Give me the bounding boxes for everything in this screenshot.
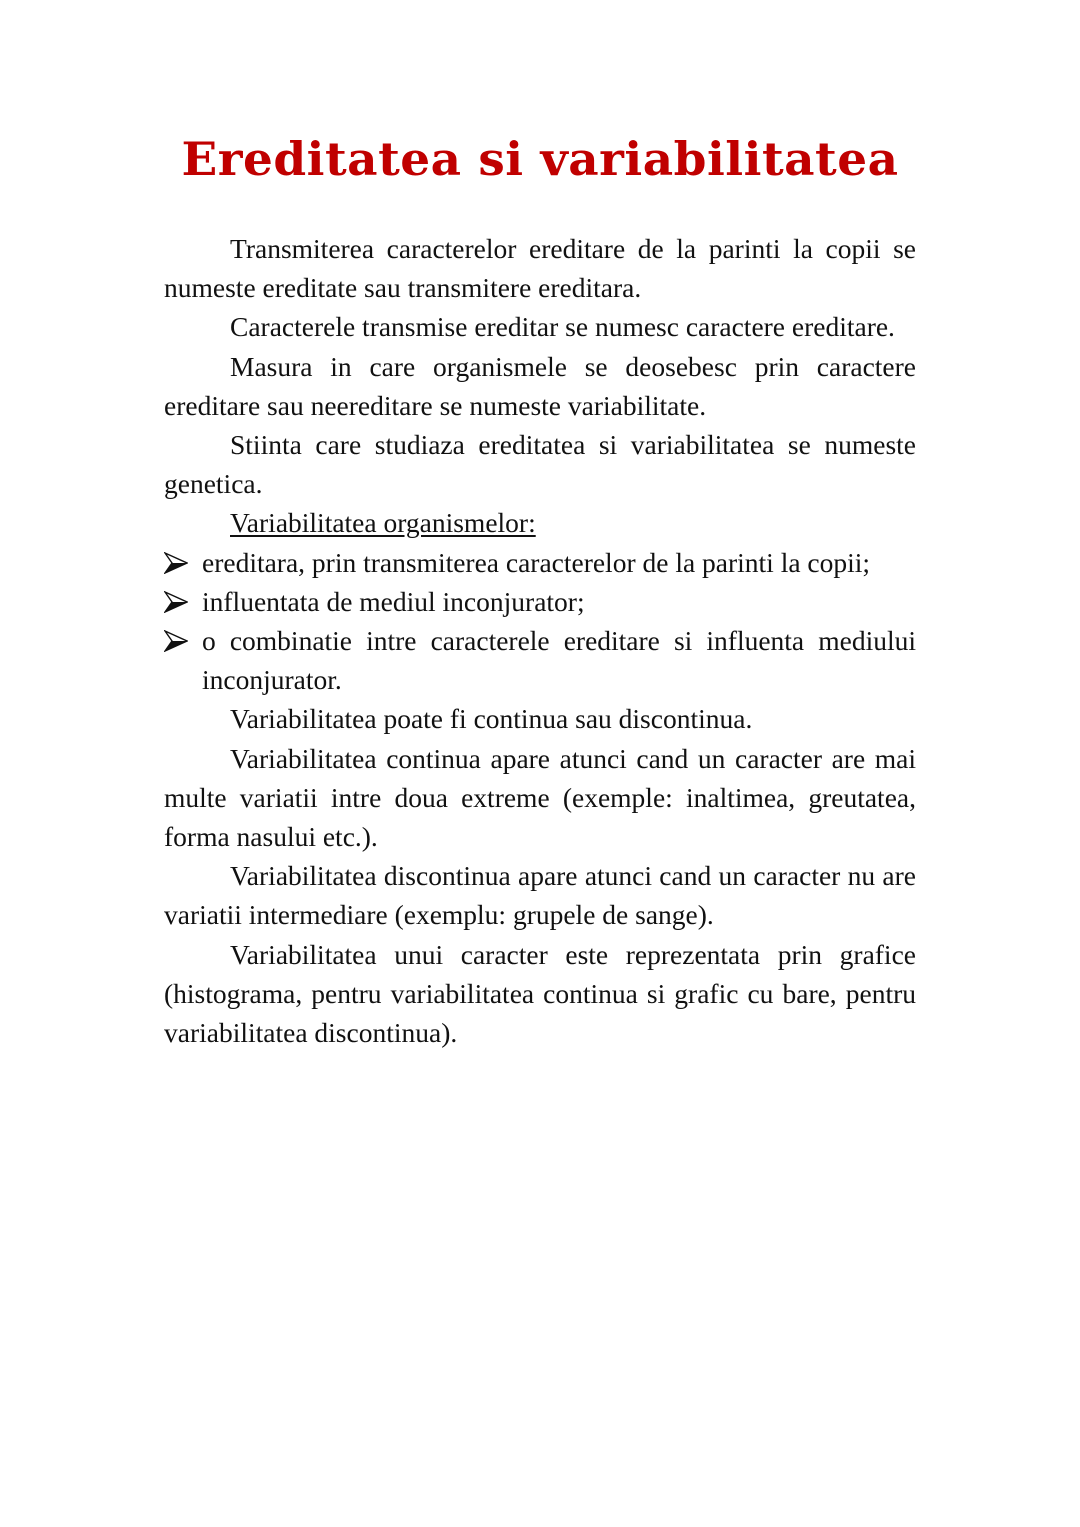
list-heading: Variabilitatea organismelor: bbox=[230, 507, 536, 539]
paragraph-continuous-variability: Variabilitatea continua apare atunci cand un caracter are mai multe variatii intre doua extreme (exemple: inaltimea, greutatea, forma nasului etc.). bbox=[164, 742, 916, 853]
paragraph-hereditary-traits: Caracterele transmise ereditar se numesc caractere ereditare. bbox=[230, 311, 895, 343]
paragraph-variability-graphs: Variabilitatea unui caracter este reprezentata prin grafice (histograma, pentru variabilitatea continua si grafic cu bare, pentru variabilitatea discontinua). bbox=[164, 938, 916, 1049]
list-item-text: influentata de mediul inconjurator; bbox=[202, 585, 585, 617]
list-item-text: ereditara, prin transmiterea caracterelor de la parinti la copii; bbox=[202, 546, 871, 578]
arrowhead-bullet-icon bbox=[164, 552, 188, 574]
variability-types-list bbox=[164, 543, 916, 700]
paragraph-continuous-discontinuous: Variabilitatea poate fi continua sau discontinua. bbox=[230, 703, 753, 735]
paragraph-variability-definition: Masura in care organismele se deosebesc prin caractere ereditare sau neereditare se numeste variabilitate. bbox=[164, 350, 916, 421]
list-item bbox=[164, 543, 916, 582]
arrowhead-bullet-icon bbox=[164, 630, 188, 652]
list-item bbox=[164, 582, 916, 621]
page-title: Ereditatea si variabilitatea bbox=[181, 132, 899, 186]
paragraph-discontinuous-variability: Variabilitatea discontinua apare atunci cand un caracter nu are variatii intermediare (exemplu: grupele de sange). bbox=[164, 860, 916, 931]
arrowhead-bullet-icon bbox=[164, 591, 188, 613]
paragraph-genetics-definition: Stiinta care studiaza ereditatea si variabilitatea se numeste genetica. bbox=[164, 429, 916, 500]
list-item bbox=[164, 621, 916, 699]
list-item-text: o combinatie intre caracterele ereditare si influenta mediului inconjurator. bbox=[202, 625, 916, 696]
document-body bbox=[164, 229, 916, 1052]
paragraph-heredity-definition: Transmiterea caracterelor ereditare de la parinti la copii se numeste ereditate sau transmitere ereditara. bbox=[164, 233, 916, 304]
